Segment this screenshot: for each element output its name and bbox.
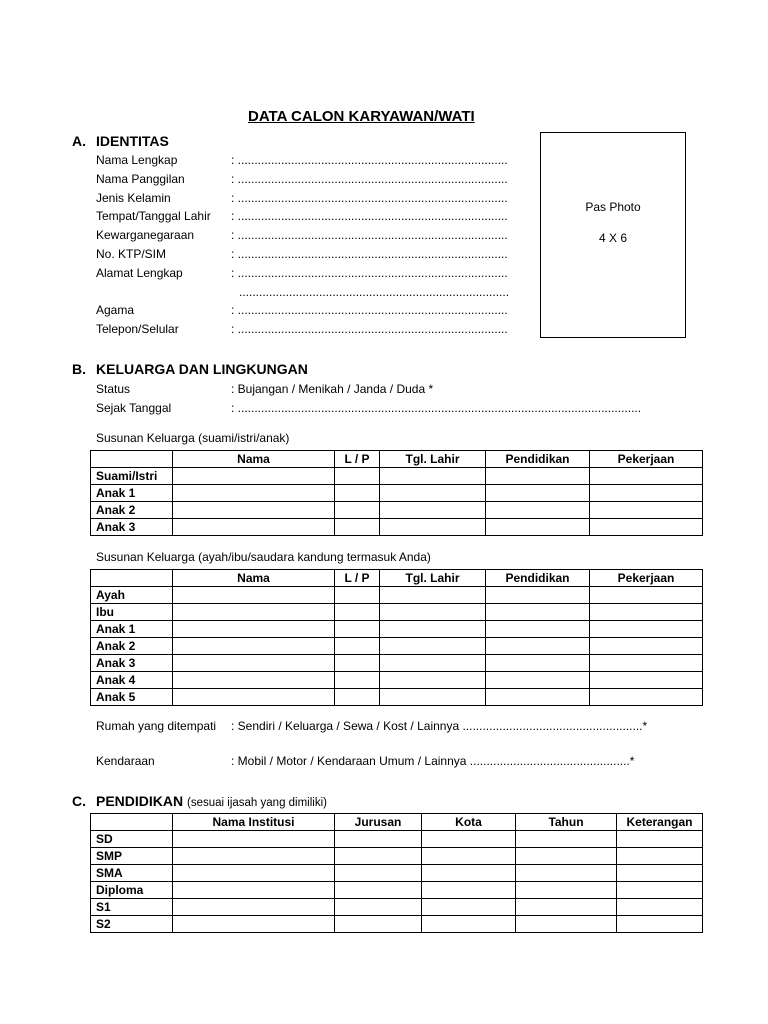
cell-jurusan[interactable] bbox=[335, 848, 422, 865]
section-a-letter: A. bbox=[72, 133, 86, 149]
cell-tahun[interactable] bbox=[516, 865, 617, 882]
row-label: Anak 4 bbox=[91, 672, 173, 689]
education-table bbox=[90, 813, 703, 933]
cell-keterangan[interactable] bbox=[617, 848, 703, 865]
cell-kota[interactable] bbox=[422, 831, 516, 848]
cell-institusi[interactable] bbox=[173, 916, 335, 933]
header-cell: Pekerjaan bbox=[590, 451, 703, 468]
cell-nama[interactable] bbox=[173, 502, 335, 519]
cell-jurusan[interactable] bbox=[335, 899, 422, 916]
header-cell: Keterangan bbox=[617, 814, 703, 831]
row-label: Anak 5 bbox=[91, 689, 173, 706]
family-table-origin bbox=[90, 569, 703, 706]
cell-keterangan[interactable] bbox=[617, 865, 703, 882]
field-label-telepon-selular: Telepon/Selular bbox=[96, 322, 179, 336]
cell-lp[interactable] bbox=[335, 621, 380, 638]
cell-institusi[interactable] bbox=[173, 882, 335, 899]
cell-nama[interactable] bbox=[173, 621, 335, 638]
table-row bbox=[91, 848, 703, 865]
field-label-jenis-kelamin: Jenis Kelamin bbox=[96, 191, 171, 205]
header-cell: Pendidikan bbox=[486, 451, 590, 468]
field-label-rumah: Rumah yang ditempati bbox=[96, 719, 217, 733]
cell-jurusan[interactable] bbox=[335, 865, 422, 882]
cell-pendidikan[interactable] bbox=[486, 604, 590, 621]
cell-tgl-lahir[interactable] bbox=[380, 468, 486, 485]
cell-nama[interactable] bbox=[173, 468, 335, 485]
cell-lp[interactable] bbox=[335, 604, 380, 621]
table-row bbox=[91, 831, 703, 848]
table-row bbox=[91, 502, 703, 519]
table-row bbox=[91, 865, 703, 882]
cell-lp[interactable] bbox=[335, 502, 380, 519]
cell-nama[interactable] bbox=[173, 672, 335, 689]
table-row bbox=[91, 655, 703, 672]
cell-kota[interactable] bbox=[422, 848, 516, 865]
header-cell bbox=[91, 570, 173, 587]
table-row bbox=[91, 672, 703, 689]
field-input-kendaraan[interactable]: : Mobil / Motor / Kendaraan Umum / Lainnya ................................................* bbox=[231, 754, 635, 768]
header-cell: Pekerjaan bbox=[590, 570, 703, 587]
photo-box bbox=[540, 132, 686, 338]
cell-tahun[interactable] bbox=[516, 882, 617, 899]
table-caption-keluarga-inti: Susunan Keluarga (suami/istri/anak) bbox=[96, 431, 290, 445]
field-input-tempat-tanggal-lahir[interactable]: : ................................................................................. bbox=[231, 209, 508, 223]
header-cell: Nama bbox=[173, 451, 335, 468]
field-label-tempat-tanggal-lahir: Tempat/Tanggal Lahir bbox=[96, 209, 211, 223]
photo-label: Pas Photo bbox=[585, 200, 641, 214]
cell-nama[interactable] bbox=[173, 638, 335, 655]
cell-lp[interactable] bbox=[335, 689, 380, 706]
cell-pendidikan[interactable] bbox=[486, 502, 590, 519]
cell-institusi[interactable] bbox=[173, 865, 335, 882]
cell-tahun[interactable] bbox=[516, 848, 617, 865]
cell-keterangan[interactable] bbox=[617, 899, 703, 916]
row-label: S2 bbox=[91, 916, 173, 933]
field-input-telepon-selular[interactable]: : ................................................................................. bbox=[231, 322, 508, 336]
photo-size-label: 4 X 6 bbox=[598, 231, 628, 245]
field-input-no-ktp-sim[interactable]: : ................................................................................. bbox=[231, 247, 508, 261]
field-input-alamat-line2[interactable]: ................................................................................. bbox=[239, 285, 510, 299]
cell-nama[interactable] bbox=[173, 689, 335, 706]
cell-tahun[interactable] bbox=[516, 899, 617, 916]
cell-pendidikan[interactable] bbox=[486, 655, 590, 672]
table-row bbox=[91, 882, 703, 899]
header-cell: Jurusan bbox=[335, 814, 422, 831]
cell-tgl-lahir[interactable] bbox=[380, 485, 486, 502]
field-input-sejak-tanggal[interactable]: : ......................................................................................................................... bbox=[231, 401, 642, 415]
cell-tgl-lahir[interactable] bbox=[380, 621, 486, 638]
cell-kota[interactable] bbox=[422, 882, 516, 899]
table-row bbox=[91, 587, 703, 604]
cell-pendidikan[interactable] bbox=[486, 485, 590, 502]
section-c-heading-wrap bbox=[96, 793, 327, 809]
row-label: Anak 1 bbox=[91, 485, 173, 502]
cell-pekerjaan[interactable] bbox=[590, 468, 703, 485]
table-row bbox=[91, 899, 703, 916]
cell-pendidikan[interactable] bbox=[486, 519, 590, 536]
header-cell: Tgl. Lahir bbox=[380, 451, 486, 468]
cell-institusi[interactable] bbox=[173, 848, 335, 865]
cell-tgl-lahir[interactable] bbox=[380, 689, 486, 706]
field-label-kewarganegaraan: Kewarganegaraan bbox=[96, 228, 195, 242]
row-label: Anak 2 bbox=[91, 638, 173, 655]
header-cell: Nama Institusi bbox=[173, 814, 335, 831]
cell-pendidikan[interactable] bbox=[486, 672, 590, 689]
cell-pekerjaan[interactable] bbox=[590, 502, 703, 519]
cell-kota[interactable] bbox=[422, 899, 516, 916]
cell-institusi[interactable] bbox=[173, 899, 335, 916]
row-label: SD bbox=[91, 831, 173, 848]
section-b-letter: B. bbox=[72, 361, 86, 377]
cell-lp[interactable] bbox=[335, 655, 380, 672]
cell-pekerjaan[interactable] bbox=[590, 519, 703, 536]
cell-jurusan[interactable] bbox=[335, 916, 422, 933]
header-cell: Kota bbox=[422, 814, 516, 831]
cell-pekerjaan[interactable] bbox=[590, 621, 703, 638]
field-input-kewarganegaraan[interactable]: : ................................................................................. bbox=[231, 228, 508, 242]
section-b-heading: KELUARGA DAN LINGKUNGAN bbox=[96, 361, 308, 377]
row-label: Anak 1 bbox=[91, 621, 173, 638]
field-label-sejak-tanggal: Sejak Tanggal bbox=[96, 401, 172, 415]
row-label: Suami/Istri bbox=[91, 468, 173, 485]
header-cell: Tgl. Lahir bbox=[380, 570, 486, 587]
row-label: Anak 2 bbox=[91, 502, 173, 519]
field-input-alamat-lengkap[interactable]: : ................................................................................. bbox=[231, 266, 508, 280]
cell-keterangan[interactable] bbox=[617, 831, 703, 848]
family-table-nuclear bbox=[90, 450, 703, 536]
row-label: S1 bbox=[91, 899, 173, 916]
cell-lp[interactable] bbox=[335, 485, 380, 502]
cell-tgl-lahir[interactable] bbox=[380, 519, 486, 536]
section-a-heading: IDENTITAS bbox=[96, 133, 169, 149]
cell-keterangan[interactable] bbox=[617, 916, 703, 933]
cell-tgl-lahir[interactable] bbox=[380, 604, 486, 621]
field-label-nama-panggilan: Nama Panggilan bbox=[96, 172, 185, 186]
section-c-subheading: (sesuai ijasah yang dimiliki) bbox=[187, 797, 327, 809]
row-label: Ibu bbox=[91, 604, 173, 621]
field-input-jenis-kelamin[interactable]: : ................................................................................. bbox=[231, 191, 508, 205]
cell-nama[interactable] bbox=[173, 519, 335, 536]
table-header-row bbox=[91, 451, 703, 468]
cell-tahun[interactable] bbox=[516, 831, 617, 848]
field-input-nama-panggilan[interactable]: : ................................................................................. bbox=[231, 172, 508, 186]
header-cell: L / P bbox=[335, 570, 380, 587]
header-cell bbox=[91, 814, 173, 831]
field-label-agama: Agama bbox=[96, 303, 135, 317]
cell-pekerjaan[interactable] bbox=[590, 655, 703, 672]
header-cell: Tahun bbox=[516, 814, 617, 831]
header-cell: Pendidikan bbox=[486, 570, 590, 587]
field-label-nama-lengkap: Nama Lengkap bbox=[96, 153, 178, 167]
field-label-no-ktp-sim: No. KTP/SIM bbox=[96, 247, 167, 261]
table-row bbox=[91, 519, 703, 536]
cell-pendidikan[interactable] bbox=[486, 638, 590, 655]
field-label-alamat-lengkap: Alamat Lengkap bbox=[96, 266, 183, 280]
row-label: Diploma bbox=[91, 882, 173, 899]
cell-nama[interactable] bbox=[173, 587, 335, 604]
field-label-status: Status bbox=[96, 382, 131, 396]
table-row bbox=[91, 621, 703, 638]
cell-pendidikan[interactable] bbox=[486, 468, 590, 485]
page-title: DATA CALON KARYAWAN/WATI bbox=[248, 108, 475, 125]
field-label-kendaraan: Kendaraan bbox=[96, 754, 155, 768]
cell-pekerjaan[interactable] bbox=[590, 672, 703, 689]
cell-nama[interactable] bbox=[173, 485, 335, 502]
header-cell: Nama bbox=[173, 570, 335, 587]
cell-kota[interactable] bbox=[422, 865, 516, 882]
cell-tgl-lahir[interactable] bbox=[380, 638, 486, 655]
cell-lp[interactable] bbox=[335, 519, 380, 536]
table-row bbox=[91, 468, 703, 485]
row-label: Ayah bbox=[91, 587, 173, 604]
row-label: SMA bbox=[91, 865, 173, 882]
section-c-heading: PENDIDIKAN bbox=[96, 793, 184, 809]
table-row bbox=[91, 689, 703, 706]
table-header-row bbox=[91, 814, 703, 831]
cell-pendidikan[interactable] bbox=[486, 587, 590, 604]
cell-lp[interactable] bbox=[335, 587, 380, 604]
cell-nama[interactable] bbox=[173, 655, 335, 672]
cell-tgl-lahir[interactable] bbox=[380, 587, 486, 604]
cell-pekerjaan[interactable] bbox=[590, 485, 703, 502]
cell-tgl-lahir[interactable] bbox=[380, 655, 486, 672]
cell-lp[interactable] bbox=[335, 638, 380, 655]
cell-tgl-lahir[interactable] bbox=[380, 502, 486, 519]
header-cell: L / P bbox=[335, 451, 380, 468]
cell-keterangan[interactable] bbox=[617, 882, 703, 899]
field-input-nama-lengkap[interactable]: : ................................................................................. bbox=[231, 153, 508, 167]
row-label: Anak 3 bbox=[91, 519, 173, 536]
cell-pendidikan[interactable] bbox=[486, 689, 590, 706]
cell-pekerjaan[interactable] bbox=[590, 587, 703, 604]
table-row bbox=[91, 638, 703, 655]
cell-lp[interactable] bbox=[335, 468, 380, 485]
table-caption-keluarga-asal: Susunan Keluarga (ayah/ibu/saudara kandung termasuk Anda) bbox=[96, 550, 431, 564]
cell-jurusan[interactable] bbox=[335, 831, 422, 848]
table-header-row bbox=[91, 570, 703, 587]
cell-nama[interactable] bbox=[173, 604, 335, 621]
section-c-letter: C. bbox=[72, 793, 86, 809]
cell-lp[interactable] bbox=[335, 672, 380, 689]
field-input-status[interactable]: : Bujangan / Menikah / Janda / Duda * bbox=[231, 382, 434, 396]
cell-tahun[interactable] bbox=[516, 916, 617, 933]
header-cell bbox=[91, 451, 173, 468]
cell-institusi[interactable] bbox=[173, 831, 335, 848]
cell-jurusan[interactable] bbox=[335, 882, 422, 899]
table-row bbox=[91, 916, 703, 933]
cell-pekerjaan[interactable] bbox=[590, 638, 703, 655]
table-row bbox=[91, 485, 703, 502]
cell-pekerjaan[interactable] bbox=[590, 689, 703, 706]
cell-kota[interactable] bbox=[422, 916, 516, 933]
cell-tgl-lahir[interactable] bbox=[380, 672, 486, 689]
cell-pekerjaan[interactable] bbox=[590, 604, 703, 621]
row-label: SMP bbox=[91, 848, 173, 865]
row-label: Anak 3 bbox=[91, 655, 173, 672]
field-input-agama[interactable]: : ................................................................................. bbox=[231, 303, 508, 317]
field-input-rumah[interactable]: : Sendiri / Keluarga / Sewa / Kost / Lainnya ......................................................* bbox=[231, 719, 648, 733]
cell-pendidikan[interactable] bbox=[486, 621, 590, 638]
table-row bbox=[91, 604, 703, 621]
